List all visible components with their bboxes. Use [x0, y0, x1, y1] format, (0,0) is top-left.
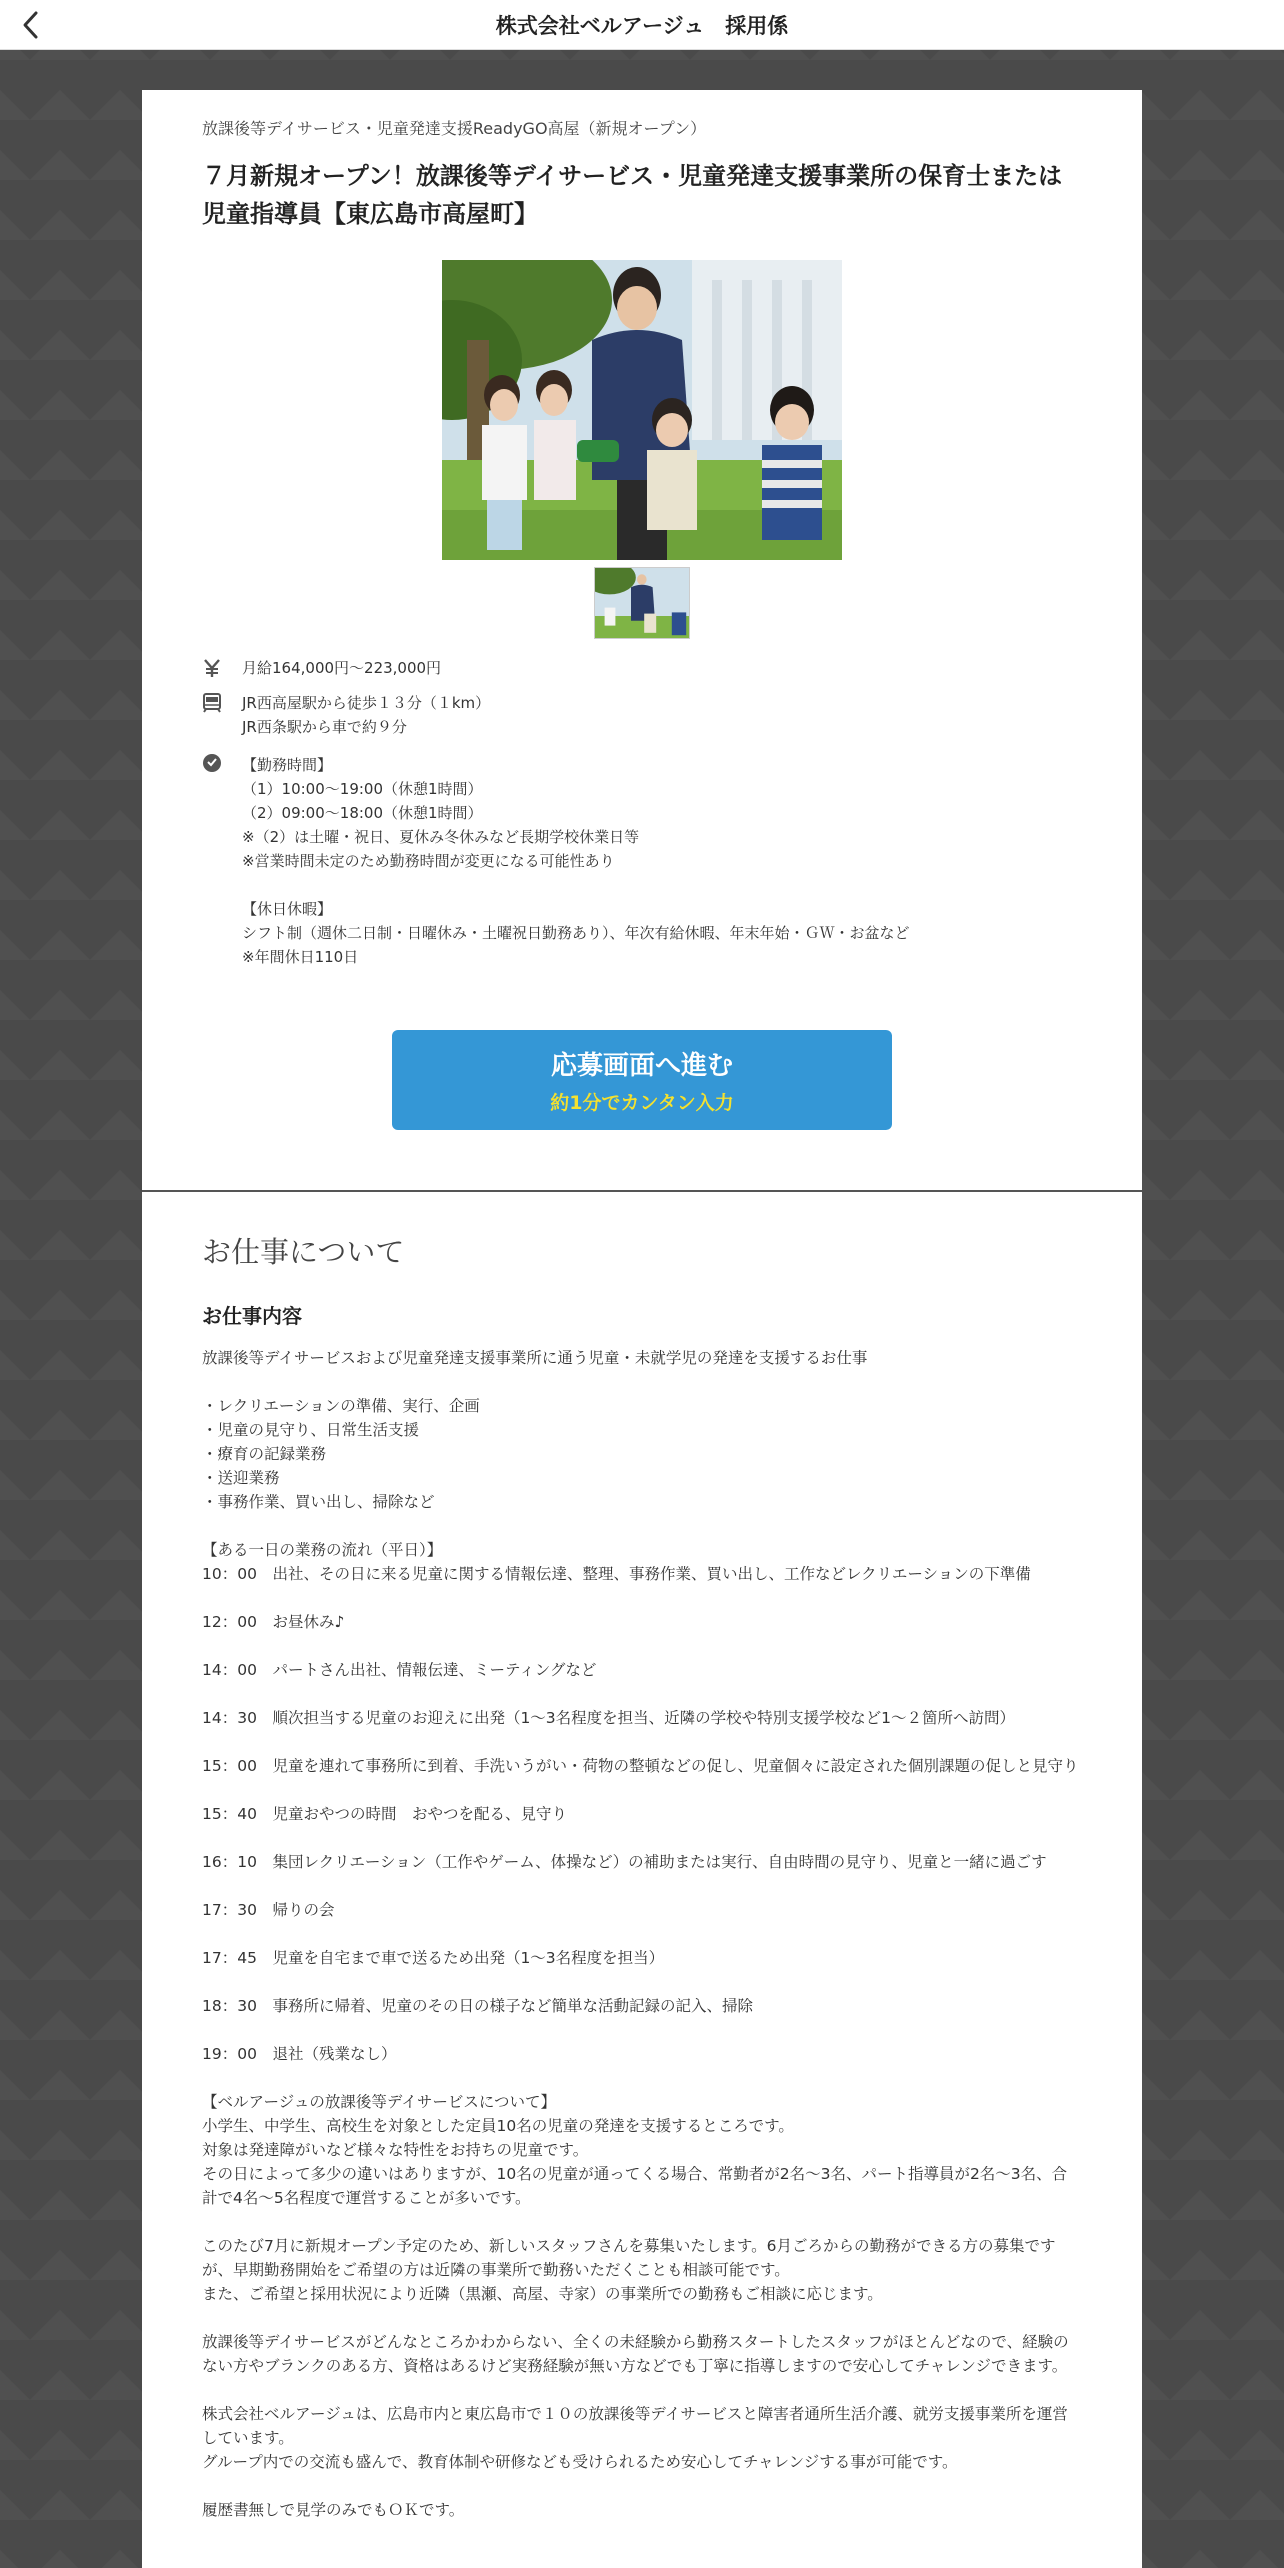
- hours-row: [202, 753, 910, 969]
- salary-text: 月給164,000円〜223,000円: [242, 659, 442, 677]
- job-details-card: [142, 1192, 1142, 2568]
- section-title: お仕事について: [202, 1235, 405, 1269]
- content-title: お仕事内容: [202, 1304, 302, 1328]
- train-icon: [202, 693, 222, 713]
- facility-name: 放課後等デイサービス・児童発達支援ReadyGO高屋（新規オープン）: [202, 119, 707, 138]
- chevron-left-icon: [20, 10, 42, 40]
- job-photo: [442, 260, 842, 560]
- apply-button-sublabel: 約1分でカンタン入力: [550, 1092, 734, 1114]
- clock-icon: [202, 753, 222, 773]
- access-row: [202, 693, 490, 739]
- job-summary-card: [142, 90, 1142, 1190]
- salary-row: [202, 658, 441, 680]
- apply-button-label: 応募画面へ進む: [550, 1051, 733, 1081]
- yen-icon: [202, 658, 222, 678]
- job-title: ７月新規オープン！放課後等デイサービス・児童発達支援事業所の保育士または児童指導員【東広島市高屋町】: [202, 162, 1063, 228]
- apply-button[interactable]: [392, 1030, 892, 1130]
- back-button[interactable]: [14, 8, 48, 42]
- top-bar: [0, 0, 1284, 50]
- photo-thumbnail[interactable]: [594, 567, 690, 639]
- job-description: 放課後等デイサービスおよび児童発達支援事業所に通う児童・未就学児の発達を支援するお仕事 ・レクリエーションの準備、実行、企画 ・児童の見守り、日常生活支援 ・療育の記録業務 ・送迎業務 ・事務作業、買い出し、掃除など 【ある一日の業務の流れ（平日）】 10：00 出社、その日に来る児童に関する情報伝達、整理、事務作業、買い出し、工作などレクリエーションの下準備 12：00 お昼休み♪ 14：00 パートさん出社、情報伝達、ミーティングなど 14：30 順次担当する児童のお迎えに出発（1～3名程度を担当、近隣の学校や特別支援学校など1～２箇所へ訪問） 15：00 児童を連れて事務所に到着、手洗いうがい・荷物の整頓などの促し、児童個々に設定された個別課題の促しと見守り 15：40 児童おやつの時間 おやつを配る、見守り 16：10 集団レクリエーション（工作やゲーム、体操など）の補助または実行、自由時間の見守り、児童と一緒に過ごす 17：30 帰りの会 17：45 児童を自宅まで車で送るため出発（1～3名程度を担当） 18：30 事務所に帰着、児童のその日の様子など簡単な活動記録の記入、掃除 19：00 退社（残業なし） 【ベルアージュの放課後等デイサービスについて】 小学生、中学生、高校生を対象とした定員10名の児童の発達を支援するところです。 対象は発達障がいなど様々な特性をお持ちの児童です。 その日によって多少の違いはありますが、10名の児童が通ってくる場合、常勤者が2名～3名、パート指導員が2名～3名、合計で4名～5名程度で運営することが多いです。 このたび7月に新規オープン予定のため、新しいスタッフさんを募集いたします。6月ごろからの勤務ができる方の募集ですが、早期勤務開始をご希望の方は近隣の事業所で勤務いただくことも相談可能です。 また、ご希望と採用状況により近隣（黒瀬、高屋、寺家）の事業所での勤務もご相談に応じます。 放課後等デイサービスがどんなところかわからない、全くの未経験から勤務スタートしたスタッフがほとんどなので、経験のない方やブランクのある方、資格はあるけど実務経験が無い方などでも丁寧に指導しますので安心してチャレンジできます。 株式会社ベルアージュは、広島市内と東広島市で１０の放課後等デイサービスと障害者通所生活介護、就労支援事業所を運営しています。 グループ内での交流も盛んで、教育体制や研修なども受けられるため安心してチャレンジする事が可能です。 履歴書無しで見学のみでもＯＫです。: [202, 1349, 1079, 2519]
- hours-text: 【勤務時間】 （1）10:00〜19:00（休憩1時間） （2）09:00〜18:00（休憩1時間） ※（2）は土曜・祝日、夏休み冬休みなど長期学校休業日等 ※営業時間未定のため勤務時間が変更になる可能性あり 【休日休暇】 シフト制（週休二日制・日曜休み・土曜祝日勤務あり）、年次有給休暇、年末年始・ＧＷ・お盆など ※年間休日110日: [242, 756, 910, 966]
- company-title: 株式会社ベルアージュ 採用係: [495, 13, 789, 38]
- access-text: JR西高屋駅から徒歩１３分（１km） JR西条駅から車で約９分: [242, 694, 491, 736]
